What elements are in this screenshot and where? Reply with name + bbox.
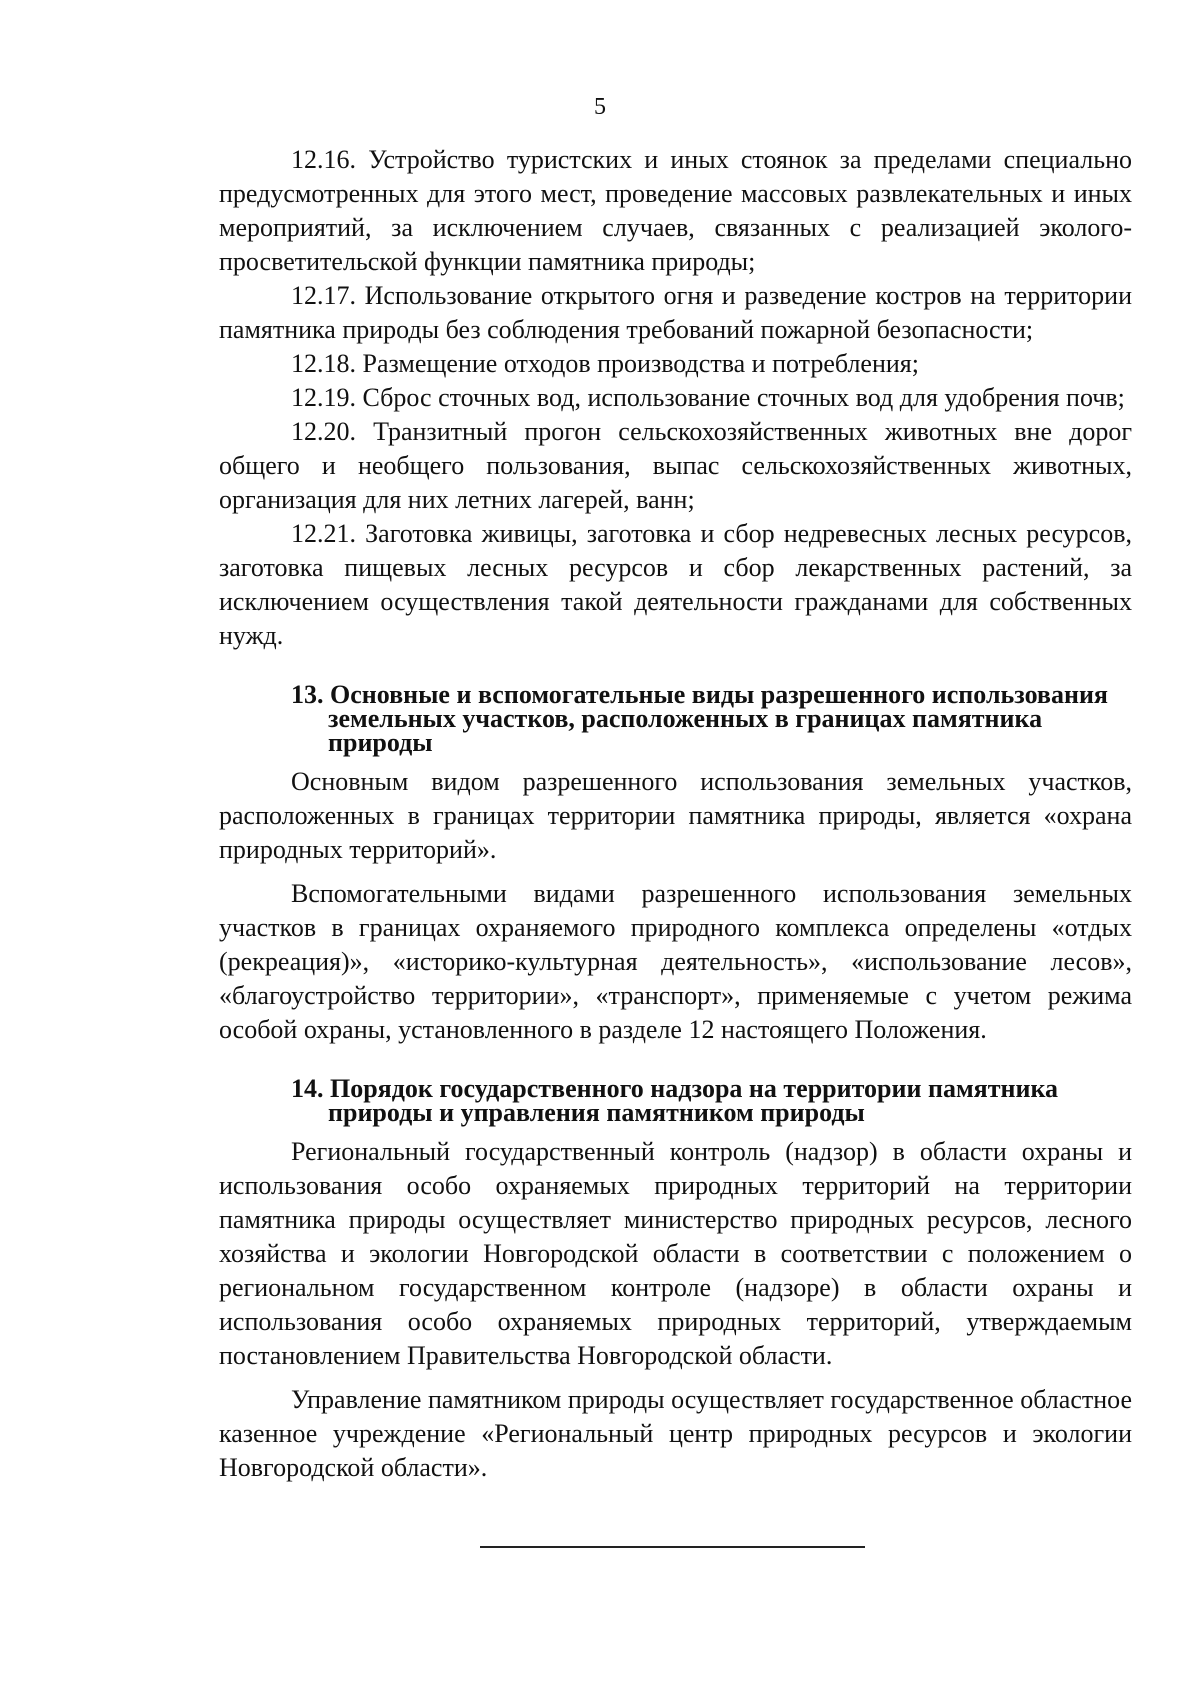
section-13 [219,680,1132,1047]
section-14 [219,1074,1132,1485]
section-14-heading: 14. Порядок государственного надзора на территории памятника природы и управления памятником природы [291,1074,1059,1127]
section-13-paragraph-2: Вспомогательными видами разрешенного использования земельных участков в границах охраняемого природного комплекса определены «отдых (рекреация)», «историко-культурная деятельность», «использование лесов», «благоустройство территории», «транспорт», применяемые с учетом режима особой охраны, установленного в разделе 12 настоящего Положения. [219,879,1132,1044]
list-item-12-21: 12.21. Заготовка живицы, заготовка и сбор недревесных лесных ресурсов, заготовка пищевых лесных ресурсов и сбор лекарственных растений, за исключением осуществления такой деятельности гражданами для собственных нужд. [219,519,1132,650]
page-number: 5 [594,94,606,120]
list-item-12-18: 12.18. Размещение отходов производства и потребления; [291,349,919,378]
list-item-12-16: 12.16. Устройство туристских и иных стоянок за пределами специально предусмотренных для этого мест, проведение массовых развлекательных и иных мероприятий, за исключением случаев, связанных с реализацией эколого-просветительской функции памятника природы; [219,145,1132,276]
end-of-document-rule [480,1546,865,1548]
list-item-12-20: 12.20. Транзитный прогон сельскохозяйственных животных вне дорог общего и необщего пользования, выпас сельскохозяйственных животных, организация для них летних лагерей, ванн; [219,417,1132,514]
section-14-paragraph-2: Управление памятником природы осуществляет государственное областное казенное учреждение «Региональный центр природных ресурсов и экологии Новгородской области». [219,1385,1132,1482]
document-body [219,143,1132,1485]
section-14-paragraph-1: Региональный государственный контроль (надзор) в области охраны и использования особо охраняемых природных территорий на территории памятника природы осуществляет министерство природных ресурсов, лесного хозяйства и экологии Новгородской области в соответствии с положением о региональном государственном контроле (надзоре) в области охраны и использования особо охраняемых природных территорий, утверждаемым постановлением Правительства Новгородской области. [219,1137,1132,1370]
list-item-12-19: 12.19. Сброс сточных вод, использование сточных вод для удобрения почв; [291,383,1125,412]
section-13-heading: 13. Основные и вспомогательные виды разрешенного использования земельных участков, расположенных в границах памятника природы [291,680,1108,757]
section-13-paragraph-1: Основным видом разрешенного использования земельных участков, расположенных в границах территории памятника природы, является «охрана природных территорий». [219,767,1132,864]
list-item-12-17: 12.17. Использование открытого огня и разведение костров на территории памятника природы без соблюдения требований пожарной безопасности; [219,281,1132,344]
